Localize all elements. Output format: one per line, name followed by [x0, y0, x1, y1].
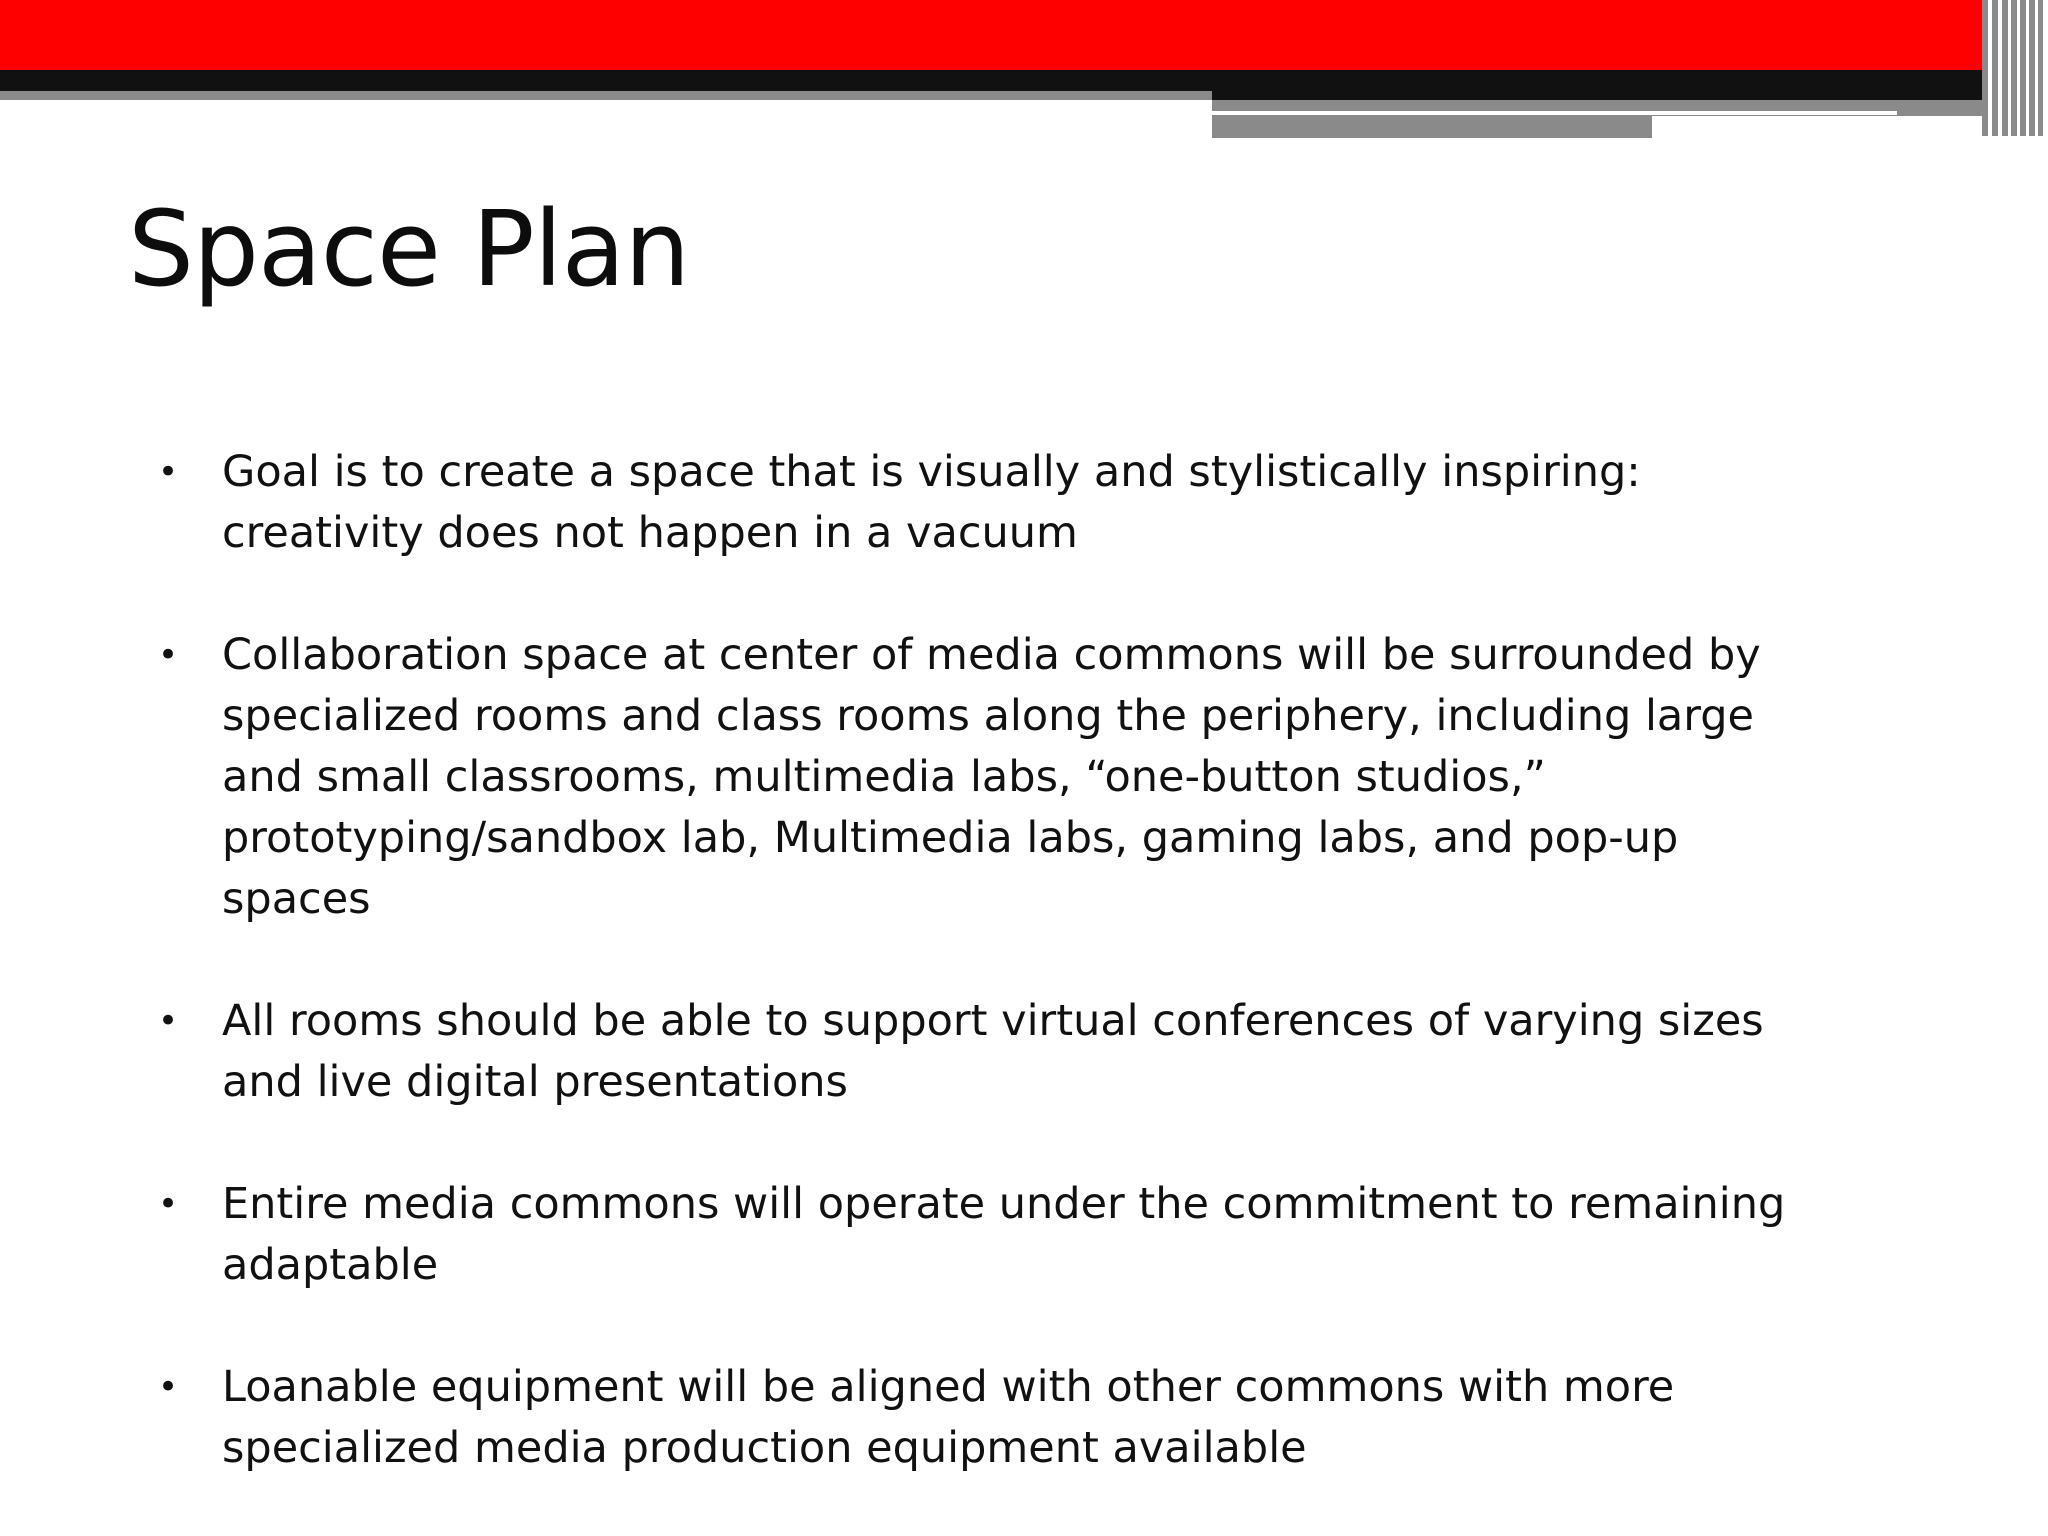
corner-stripe: [2026, 0, 2029, 136]
bullet-item: [150, 991, 1810, 1113]
bullet-item: [150, 1174, 1810, 1296]
header-black-band-right: [1212, 70, 2048, 100]
header-black-band-left: [0, 70, 1212, 91]
bullet-text: Loanable equipment will be aligned with other commons with more specialized media production equipment available: [222, 1362, 1675, 1473]
corner-stripe: [2035, 0, 2038, 136]
bullet-marker: •: [158, 452, 179, 492]
header-red-band: [0, 0, 2048, 70]
bullet-marker: •: [158, 1001, 179, 1041]
bullet-text: Entire media commons will operate under the commitment to remaining adaptable: [222, 1179, 1786, 1290]
bullet-list: [150, 442, 1810, 1479]
header-gray-band-left: [0, 91, 1212, 100]
slide-title: Space Plan: [128, 188, 690, 310]
corner-stripe: [2008, 0, 2011, 136]
bullet-item: [150, 1357, 1810, 1479]
corner-stripe: [2017, 0, 2020, 136]
header-decoration: [0, 0, 2048, 150]
corner-stripe: [1998, 0, 2002, 136]
bullet-marker: •: [158, 1367, 179, 1407]
corner-stripe: [1988, 0, 1992, 136]
header-gray-step: [1212, 116, 1652, 138]
bullet-text: Collaboration space at center of media commons will be surrounded by specialized rooms and class rooms along the periphery, including large and small classrooms, multimedia labs, “one-button studios,” prototyping/sandbox lab, Multimedia labs, gaming labs, and pop-up spaces: [222, 630, 1761, 924]
bullet-item: [150, 625, 1810, 930]
bullet-item: [150, 442, 1810, 564]
bullet-marker: •: [158, 635, 179, 675]
header-white-line: [1212, 111, 1897, 115]
bullet-text: Goal is to create a space that is visually and stylistically inspiring: creativity does not happen in a vacuum: [222, 447, 1641, 558]
bullet-text: All rooms should be able to support virtual conferences of varying sizes and live digital presentations: [222, 996, 1764, 1107]
corner-stripe: [2043, 0, 2048, 136]
bullet-marker: •: [158, 1184, 179, 1224]
